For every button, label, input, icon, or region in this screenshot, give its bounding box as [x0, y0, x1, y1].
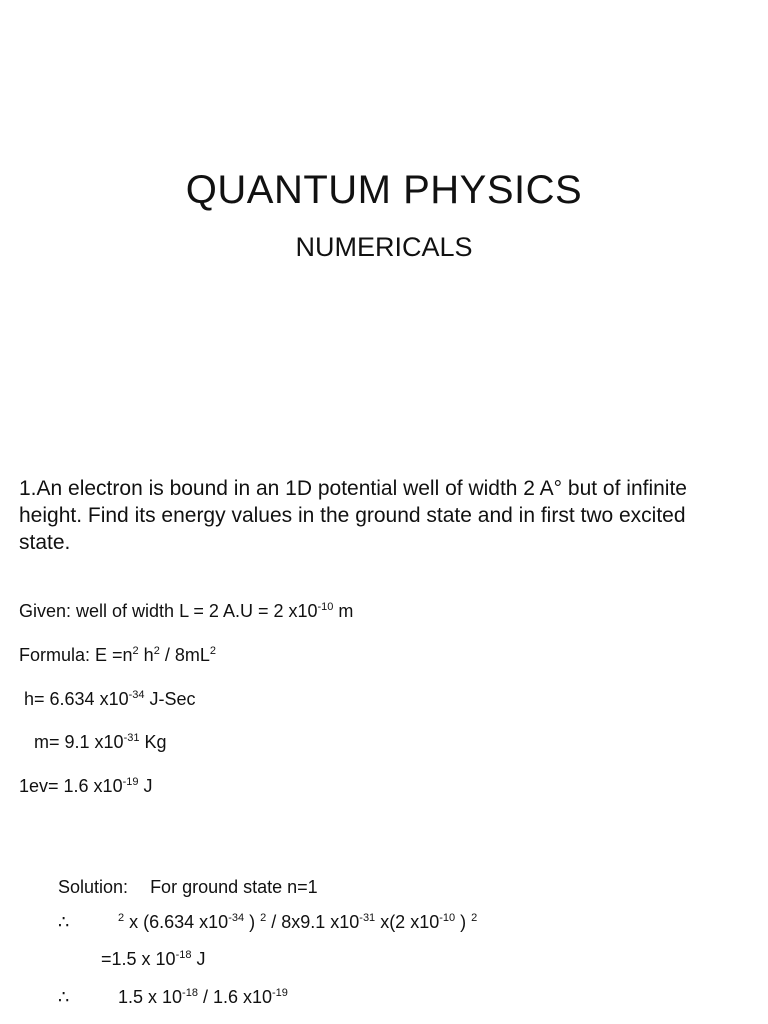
document-title: QUANTUM PHYSICS — [185, 168, 583, 212]
step-3-line: ∴ 1.5 x $10^{-18} / 1.6$ $x10^{-19}$ — [58, 987, 288, 1007]
solution-label: Solution: — [58, 877, 129, 897]
planck-constant-line: h= 6.634 $x10^{-34}$ J-Sec — [24, 689, 196, 709]
step-2-line: =1.5 x $10^{-18}$ J — [101, 949, 206, 969]
document-subtitle: NUMERICALS — [295, 232, 473, 262]
therefore-symbol: ∴ — [58, 912, 70, 932]
step-1-line: ∴ $^2$ x (6.634 $x10^{-34}$ ) $^2$ / 8x9.1 $x10^{-31}$ x(2 $x10^{-10}$ ) $^2$ — [58, 912, 478, 932]
electron-volt-line: 1ev= 1.6 $x10^{-19}$ J — [19, 776, 153, 796]
given-line: Given: well of width L = 2 A.U = 2 $x10^{-10}$ m — [19, 601, 354, 621]
solution-text: For ground state n=1 — [150, 877, 318, 897]
solution-line — [58, 876, 318, 898]
question-text: 1.An electron is bound in an 1D potential well of width 2 A° but of infinite height. Find its energy values in the ground state and in first two excited state. — [19, 477, 687, 554]
formula-line: Formula: $E =n^2$ $h^2 / 8mL^2$ — [19, 645, 216, 665]
electron-mass-line: m= 9.1 $x10^{-31}$ Kg — [34, 732, 167, 752]
therefore-symbol: ∴ — [58, 987, 70, 1007]
